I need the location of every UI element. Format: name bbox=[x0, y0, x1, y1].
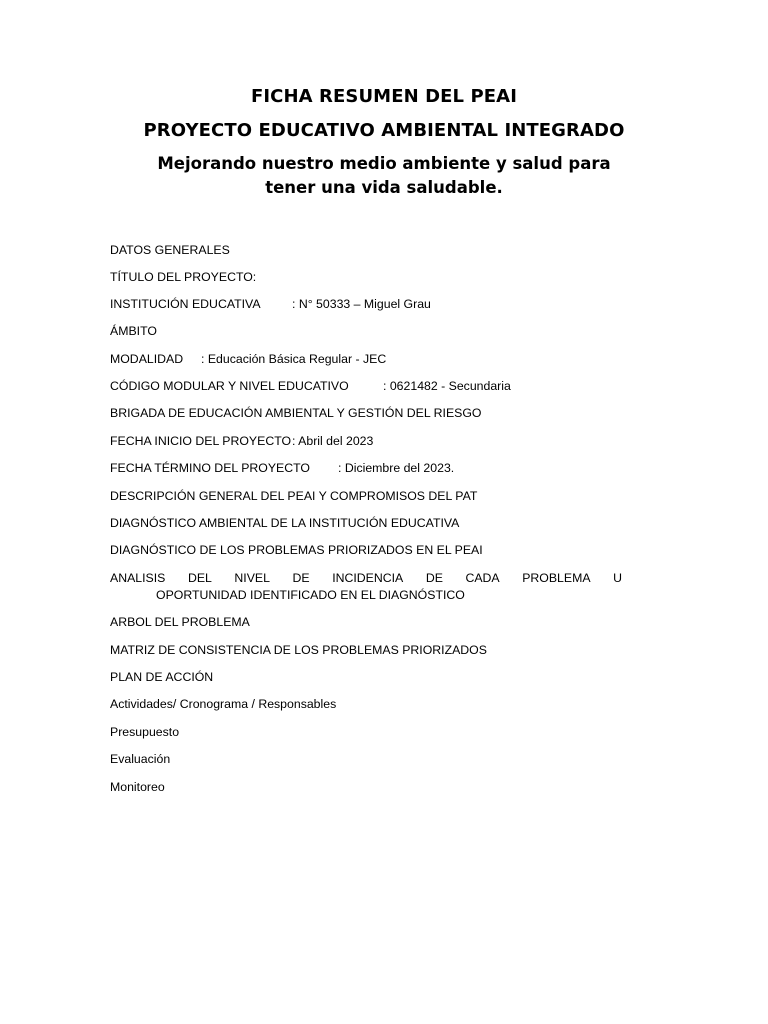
field-modalidad-label: MODALIDAD bbox=[110, 352, 184, 366]
field-codigo-modular-label: CÓDIGO MODULAR Y NIVEL EDUCATIVO bbox=[110, 379, 349, 393]
field-analisis bbox=[110, 570, 622, 586]
field-actividades: Actividades/ Cronograma / Responsables bbox=[110, 697, 337, 711]
analisis-word: INCIDENCIA bbox=[332, 571, 404, 585]
field-fecha-termino bbox=[110, 460, 570, 476]
motto-line-2: tener una vida saludable. bbox=[265, 178, 503, 197]
document-subtitle: PROYECTO EDUCATIVO AMBIENTAL INTEGRADO bbox=[143, 120, 625, 141]
field-monitoreo: Monitoreo bbox=[110, 780, 165, 794]
analisis-word: ANALISIS bbox=[110, 571, 166, 585]
section-datos-generales: DATOS GENERALES bbox=[110, 243, 230, 257]
field-plan-accion: PLAN DE ACCIÓN bbox=[110, 670, 214, 684]
field-diagnostico-ambiental: DIAGNÓSTICO AMBIENTAL DE LA INSTITUCIÓN EDUCATIVA bbox=[110, 516, 460, 530]
analisis-word: DE bbox=[292, 571, 310, 585]
field-matriz: MATRIZ DE CONSISTENCIA DE LOS PROBLEMAS PRIORIZADOS bbox=[110, 643, 487, 657]
analisis-word: U bbox=[613, 571, 622, 585]
field-modalidad-value: : Educación Básica Regular - JEC bbox=[201, 352, 387, 366]
document-title: FICHA RESUMEN DEL PEAI bbox=[250, 86, 518, 107]
field-descripcion: DESCRIPCIÓN GENERAL DEL PEAI Y COMPROMISOS DEL PAT bbox=[110, 489, 478, 503]
field-brigada: BRIGADA DE EDUCACIÓN AMBIENTAL Y GESTIÓN DEL RIESGO bbox=[110, 406, 482, 420]
field-titulo-proyecto: TÍTULO DEL PROYECTO: bbox=[110, 270, 257, 284]
field-modalidad bbox=[110, 351, 570, 367]
analisis-word: NIVEL bbox=[234, 571, 270, 585]
field-fecha-inicio-label: FECHA INICIO DEL PROYECTO bbox=[110, 434, 292, 448]
field-codigo-modular-value: : 0621482 - Secundaria bbox=[383, 379, 511, 393]
field-fecha-inicio bbox=[110, 433, 570, 449]
field-arbol: ARBOL DEL PROBLEMA bbox=[110, 615, 250, 629]
field-codigo-modular bbox=[110, 378, 570, 394]
field-presupuesto: Presupuesto bbox=[110, 725, 180, 739]
field-fecha-termino-label: FECHA TÉRMINO DEL PROYECTO bbox=[110, 461, 310, 475]
field-fecha-termino-value: : Diciembre del 2023. bbox=[338, 461, 455, 475]
analisis-word: DEL bbox=[187, 571, 212, 585]
motto-line-1: Mejorando nuestro medio ambiente y salud para bbox=[157, 154, 611, 173]
field-evaluacion: Evaluación bbox=[110, 752, 171, 766]
analisis-word: CADA bbox=[465, 571, 500, 585]
field-analisis-continuation: OPORTUNIDAD IDENTIFICADO EN EL DIAGNÓSTICO bbox=[156, 588, 465, 602]
analisis-word: PROBLEMA bbox=[522, 571, 591, 585]
field-institucion bbox=[110, 296, 570, 312]
field-institucion-value: : N° 50333 – Miguel Grau bbox=[292, 297, 431, 311]
field-ambito: ÁMBITO bbox=[110, 324, 157, 338]
field-institucion-label: INSTITUCIÓN EDUCATIVA bbox=[110, 297, 261, 311]
analisis-word: DE bbox=[425, 571, 443, 585]
field-diagnostico-problemas: DIAGNÓSTICO DE LOS PROBLEMAS PRIORIZADOS EN EL PEAI bbox=[110, 543, 483, 557]
field-fecha-inicio-value: : Abril del 2023 bbox=[292, 434, 374, 448]
